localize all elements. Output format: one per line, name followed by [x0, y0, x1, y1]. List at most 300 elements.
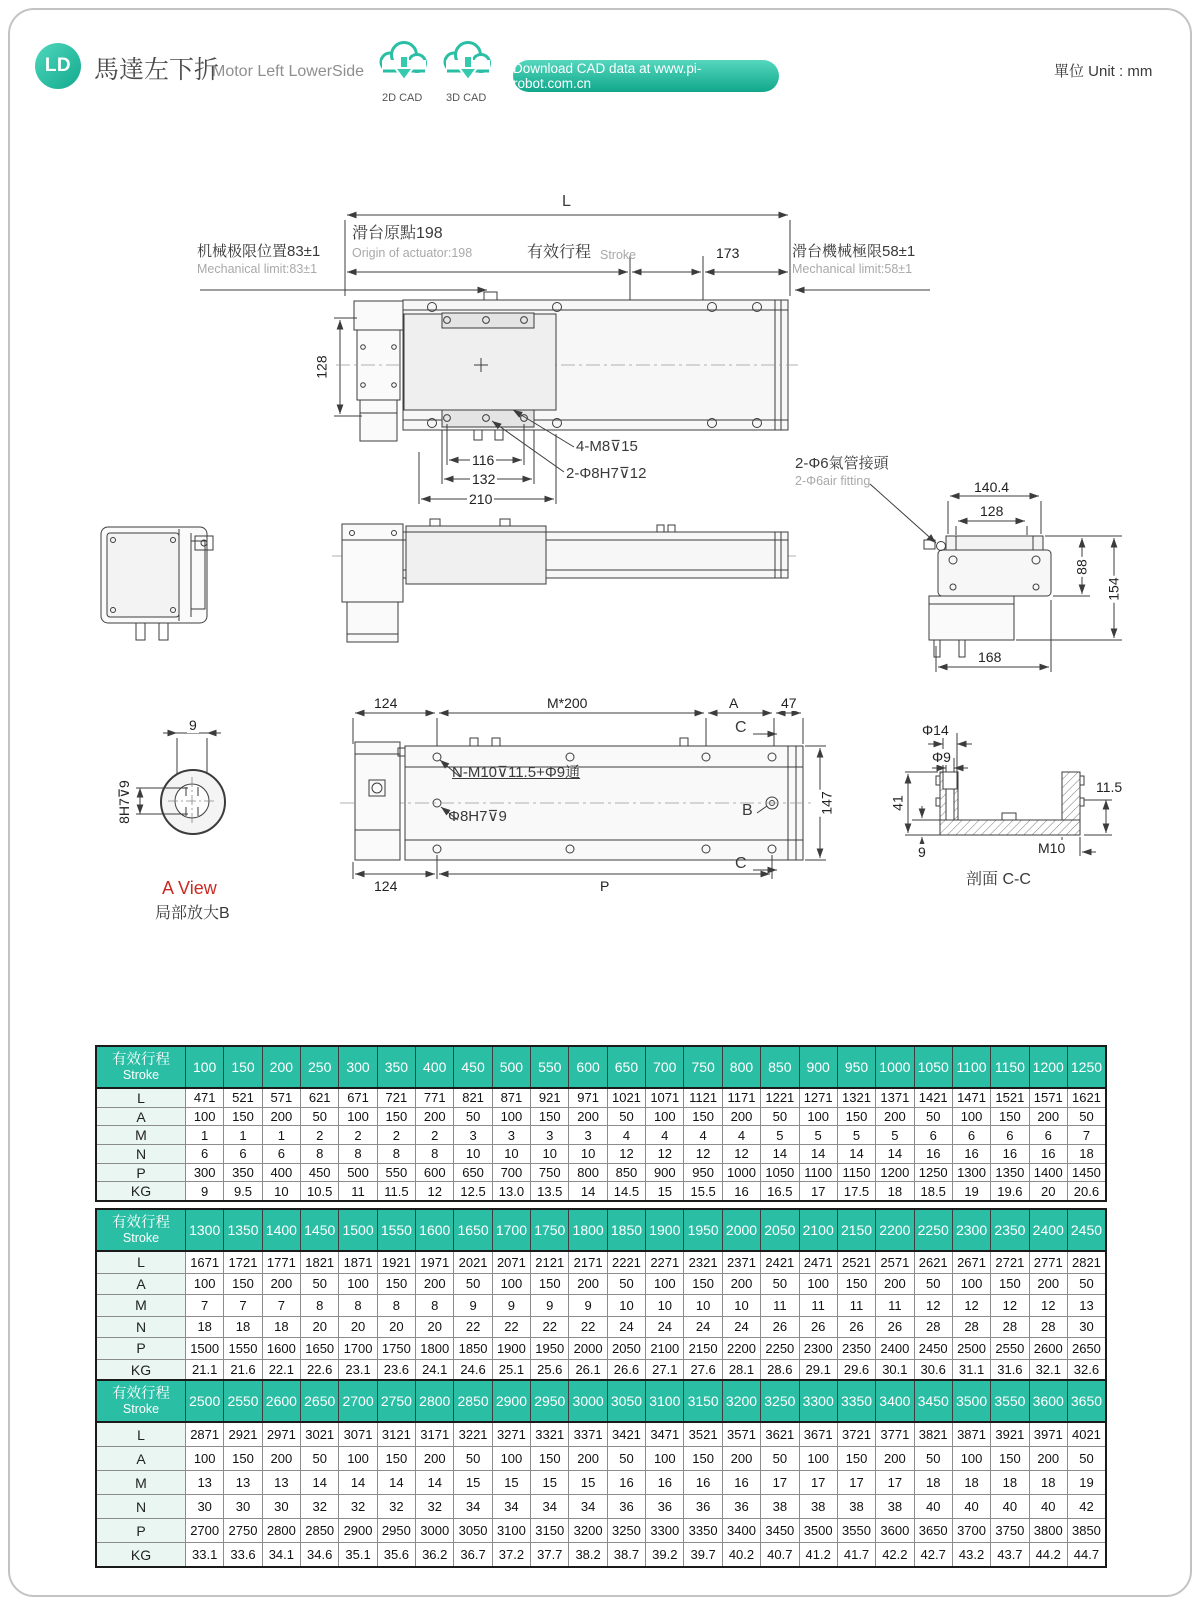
cell: 17 — [837, 1471, 875, 1495]
cell: 24.6 — [454, 1359, 492, 1381]
cell: 1221 — [761, 1088, 799, 1107]
cell: 3571 — [722, 1422, 760, 1447]
table-row — [96, 1471, 1106, 1495]
stroke-value: 500 — [492, 1046, 530, 1088]
cell: 17 — [761, 1471, 799, 1495]
cell: 8 — [416, 1145, 454, 1164]
cell: 1250 — [914, 1163, 952, 1182]
cell: 100 — [799, 1107, 837, 1126]
cell: 600 — [416, 1163, 454, 1182]
cell: 4 — [607, 1126, 645, 1145]
cell: 150 — [991, 1273, 1029, 1295]
cell: 1950 — [531, 1338, 569, 1360]
cell: 100 — [952, 1273, 990, 1295]
cell: 10 — [722, 1295, 760, 1317]
cell: 300 — [186, 1163, 224, 1182]
cell: 1700 — [339, 1338, 377, 1360]
cell: 3221 — [454, 1422, 492, 1447]
cell: 3371 — [569, 1422, 607, 1447]
cell: 39.7 — [684, 1543, 722, 1568]
cell: 3550 — [837, 1519, 875, 1543]
download-2d-cad-icon[interactable] — [374, 40, 432, 92]
cell: 22 — [454, 1316, 492, 1338]
cell: 2300 — [799, 1338, 837, 1360]
detail-b-title: 局部放大B — [155, 905, 230, 922]
cell: 14 — [301, 1471, 339, 1495]
stroke-value: 1750 — [531, 1209, 569, 1251]
cell: 1071 — [646, 1088, 684, 1107]
stroke-value: 1450 — [301, 1209, 339, 1251]
download-cad-button[interactable]: Download CAD data at www.pi-robot.com.cn — [513, 60, 779, 92]
mech-limit-right-en: Mechanical limit:58±1 — [792, 262, 913, 276]
cell: 28.1 — [722, 1359, 760, 1381]
cell: 1971 — [416, 1251, 454, 1273]
cell: 2000 — [569, 1338, 607, 1360]
cell: 25.1 — [492, 1359, 530, 1381]
cell: 50 — [914, 1107, 952, 1126]
cell: 11 — [761, 1295, 799, 1317]
stroke-value: 750 — [684, 1046, 722, 1088]
cell: 500 — [339, 1163, 377, 1182]
cell: 721 — [377, 1088, 415, 1107]
cell: 16 — [607, 1471, 645, 1495]
cell: 1671 — [186, 1251, 224, 1273]
cell: 12 — [416, 1182, 454, 1201]
stroke-value: 700 — [646, 1046, 684, 1088]
cell: 14 — [761, 1145, 799, 1164]
cell: 8 — [301, 1145, 339, 1164]
cell: 36 — [646, 1495, 684, 1519]
cell: 13 — [186, 1471, 224, 1495]
stroke-value: 100 — [186, 1046, 224, 1088]
row-label: A — [96, 1447, 186, 1471]
cell: 18 — [186, 1316, 224, 1338]
cell: 22 — [531, 1316, 569, 1338]
stroke-value: 450 — [454, 1046, 492, 1088]
cell: 50 — [454, 1273, 492, 1295]
cell: 971 — [569, 1088, 607, 1107]
cell: 35.1 — [339, 1543, 377, 1568]
cell: 100 — [646, 1447, 684, 1471]
cell: 28.6 — [761, 1359, 799, 1381]
cell: 8 — [377, 1145, 415, 1164]
cell: 18 — [876, 1182, 914, 1201]
cell: 2471 — [799, 1251, 837, 1273]
cell: 12 — [991, 1295, 1029, 1317]
cell: 150 — [684, 1107, 722, 1126]
cell: 16.5 — [761, 1182, 799, 1201]
cell: 26 — [799, 1316, 837, 1338]
dim-154: 154 — [1105, 577, 1122, 601]
cell: 900 — [646, 1163, 684, 1182]
stroke-value: 3450 — [914, 1380, 952, 1422]
cell: 3471 — [646, 1422, 684, 1447]
cell: 50 — [914, 1447, 952, 1471]
dim-168: 168 — [978, 649, 1002, 665]
row-label: P — [96, 1163, 186, 1182]
cell: 2171 — [569, 1251, 607, 1273]
cell: 3171 — [416, 1422, 454, 1447]
cell: 3321 — [531, 1422, 569, 1447]
dim-11-5: 11.5 — [1096, 779, 1123, 795]
cell: 14 — [416, 1471, 454, 1495]
stroke-value: 3200 — [722, 1380, 760, 1422]
cell: 2571 — [876, 1251, 914, 1273]
cell: 30.6 — [914, 1359, 952, 1381]
cell: 921 — [531, 1088, 569, 1107]
stroke-value: 3050 — [607, 1380, 645, 1422]
cell: 44.2 — [1029, 1543, 1067, 1568]
cell: 40.7 — [761, 1543, 799, 1568]
section-c-label-bottom: C — [735, 855, 747, 872]
cell: 1550 — [224, 1338, 262, 1360]
dim-132: 132 — [472, 471, 496, 487]
cell: 36 — [722, 1495, 760, 1519]
cell: 38.2 — [569, 1543, 607, 1568]
stroke-value: 3350 — [837, 1380, 875, 1422]
cell: 28 — [952, 1316, 990, 1338]
cell: 200 — [416, 1273, 454, 1295]
row-label: M — [96, 1126, 186, 1145]
cell: 2871 — [186, 1422, 224, 1447]
cell: 200 — [262, 1447, 300, 1471]
cell: 40 — [991, 1495, 1029, 1519]
dim-A: A — [729, 695, 739, 711]
cell: 33.6 — [224, 1543, 262, 1568]
dim-9-section: 9 — [918, 844, 926, 860]
stroke-table-2 — [95, 1208, 1107, 1382]
section-c-label-top: C — [735, 719, 747, 736]
stroke-value: 2750 — [377, 1380, 415, 1422]
cell: 450 — [301, 1163, 339, 1182]
cell: 10.5 — [301, 1182, 339, 1201]
cell: 22 — [569, 1316, 607, 1338]
stroke-value: 2050 — [761, 1209, 799, 1251]
cell: 2521 — [837, 1251, 875, 1273]
label-4-m8-tap: 4-M8⊽15 — [576, 438, 638, 455]
stroke-value: 2400 — [1029, 1209, 1067, 1251]
cell: 3721 — [837, 1422, 875, 1447]
cell: 750 — [531, 1163, 569, 1182]
cell: 50 — [761, 1273, 799, 1295]
cell: 200 — [416, 1447, 454, 1471]
cell: 20 — [1029, 1182, 1067, 1201]
cell: 16 — [722, 1182, 760, 1201]
cell: 200 — [1029, 1107, 1067, 1126]
cell: 42 — [1067, 1495, 1106, 1519]
cell: 3850 — [1067, 1519, 1106, 1543]
cell: 6 — [991, 1126, 1029, 1145]
cell: 2121 — [531, 1251, 569, 1273]
cell: 11.5 — [377, 1182, 415, 1201]
cell: 2721 — [991, 1251, 1029, 1273]
cell: 2 — [301, 1126, 339, 1145]
cell: 5 — [876, 1126, 914, 1145]
stroke-value: 3500 — [952, 1380, 990, 1422]
cell: 9 — [531, 1295, 569, 1317]
cell: 50 — [607, 1107, 645, 1126]
unit-label: 單位 Unit : mm — [1054, 63, 1153, 80]
cell: 2821 — [1067, 1251, 1106, 1273]
cell: 1471 — [952, 1088, 990, 1107]
cell: 200 — [1029, 1273, 1067, 1295]
cell: 521 — [224, 1088, 262, 1107]
cell: 11 — [339, 1182, 377, 1201]
stroke-value: 600 — [569, 1046, 607, 1088]
cell: 16 — [684, 1471, 722, 1495]
cell: 34 — [492, 1495, 530, 1519]
cell: 3821 — [914, 1422, 952, 1447]
cell: 40.2 — [722, 1543, 760, 1568]
cell: 28 — [1029, 1316, 1067, 1338]
cad-3d-label: 3D CAD — [446, 92, 487, 104]
cell: 1421 — [914, 1088, 952, 1107]
cell: 41.2 — [799, 1543, 837, 1568]
cell: 3700 — [952, 1519, 990, 1543]
cell: 6 — [224, 1145, 262, 1164]
dim-124-top: 124 — [374, 695, 398, 711]
dim-P: P — [600, 878, 610, 894]
stroke-value: 2150 — [837, 1209, 875, 1251]
cell: 3000 — [416, 1519, 454, 1543]
cell: 2550 — [991, 1338, 1029, 1360]
cell: 32.1 — [1029, 1359, 1067, 1381]
cell: 1800 — [416, 1338, 454, 1360]
cell: 150 — [531, 1273, 569, 1295]
cell: 8 — [301, 1295, 339, 1317]
cell: 22.1 — [262, 1359, 300, 1381]
cell: 1750 — [377, 1338, 415, 1360]
bottom-view-drawing — [340, 713, 826, 879]
cell: 12 — [607, 1145, 645, 1164]
cell: 14 — [876, 1145, 914, 1164]
cell: 13 — [224, 1471, 262, 1495]
air-fitting-label-en: 2-Φ6air fitting — [795, 474, 871, 488]
cell: 800 — [569, 1163, 607, 1182]
stroke-header-label: 有效行程 Stroke — [96, 1046, 186, 1088]
stroke-value: 3400 — [876, 1380, 914, 1422]
table-row — [96, 1251, 1106, 1273]
row-label: KG — [96, 1359, 186, 1381]
dim-173: 173 — [716, 245, 740, 261]
cell: 2 — [377, 1126, 415, 1145]
cell: 2371 — [722, 1251, 760, 1273]
cell: 200 — [569, 1447, 607, 1471]
cell: 350 — [224, 1163, 262, 1182]
cell: 2771 — [1029, 1251, 1067, 1273]
cell: 16 — [646, 1471, 684, 1495]
a-view-title: A View — [162, 878, 217, 898]
cell: 16 — [991, 1145, 1029, 1164]
cell: 1050 — [761, 1163, 799, 1182]
cell: 50 — [301, 1107, 339, 1126]
dim-116: 116 — [472, 452, 495, 468]
stroke-value: 1800 — [569, 1209, 607, 1251]
row-label: A — [96, 1273, 186, 1295]
cell: 871 — [492, 1088, 530, 1107]
row-label: A — [96, 1107, 186, 1126]
stroke-value: 1500 — [339, 1209, 377, 1251]
cell: 13.0 — [492, 1182, 530, 1201]
cell: 13 — [1067, 1295, 1106, 1317]
table-row — [96, 1088, 1106, 1107]
cell: 14 — [339, 1471, 377, 1495]
cell: 6 — [186, 1145, 224, 1164]
cell: 2850 — [301, 1519, 339, 1543]
stroke-value: 1200 — [1029, 1046, 1067, 1088]
stroke-value: 2800 — [416, 1380, 454, 1422]
cell: 20 — [416, 1316, 454, 1338]
cell: 3450 — [761, 1519, 799, 1543]
cell: 2750 — [224, 1519, 262, 1543]
cell: 2450 — [914, 1338, 952, 1360]
cell: 671 — [339, 1088, 377, 1107]
cell: 33.1 — [186, 1543, 224, 1568]
cell: 100 — [952, 1107, 990, 1126]
stroke-value: 150 — [224, 1046, 262, 1088]
cell: 2221 — [607, 1251, 645, 1273]
cell: 23.1 — [339, 1359, 377, 1381]
cell: 17 — [799, 1471, 837, 1495]
cell: 3271 — [492, 1422, 530, 1447]
cell: 18 — [1067, 1145, 1106, 1164]
cell: 43.2 — [952, 1543, 990, 1568]
cell: 3021 — [301, 1422, 339, 1447]
cell: 2321 — [684, 1251, 722, 1273]
cell: 9 — [569, 1295, 607, 1317]
download-3d-cad-icon[interactable] — [438, 40, 496, 92]
cell: 14 — [837, 1145, 875, 1164]
cell: 12 — [722, 1145, 760, 1164]
cell: 3500 — [799, 1519, 837, 1543]
cell: 19.6 — [991, 1182, 1029, 1201]
table-row — [96, 1338, 1106, 1360]
cell: 200 — [569, 1273, 607, 1295]
stroke-value: 2350 — [991, 1209, 1029, 1251]
stroke-value: 3150 — [684, 1380, 722, 1422]
cell: 100 — [799, 1273, 837, 1295]
cell: 3100 — [492, 1519, 530, 1543]
cell: 11 — [799, 1295, 837, 1317]
row-label: N — [96, 1145, 186, 1164]
cell: 35.6 — [377, 1543, 415, 1568]
cell: 2921 — [224, 1422, 262, 1447]
stroke-value: 3100 — [646, 1380, 684, 1422]
cell: 28 — [914, 1316, 952, 1338]
cell: 24 — [684, 1316, 722, 1338]
stroke-value: 2450 — [1067, 1209, 1106, 1251]
cell: 2600 — [1029, 1338, 1067, 1360]
cell: 50 — [454, 1107, 492, 1126]
cell: 41.7 — [837, 1543, 875, 1568]
cell: 24 — [722, 1316, 760, 1338]
cell: 3650 — [914, 1519, 952, 1543]
cell: 22.6 — [301, 1359, 339, 1381]
cell: 32 — [339, 1495, 377, 1519]
cell: 100 — [799, 1447, 837, 1471]
cell: 1450 — [1067, 1163, 1106, 1182]
cell: 1500 — [186, 1338, 224, 1360]
dim-m-200: M*200 — [547, 695, 588, 711]
stroke-header-row — [96, 1046, 1106, 1088]
mech-limit-right-zh: 滑台機械極限58±1 — [792, 243, 916, 260]
stroke-value: 950 — [837, 1046, 875, 1088]
stroke-value: 2650 — [301, 1380, 339, 1422]
stroke-value: 350 — [377, 1046, 415, 1088]
cell: 9 — [454, 1295, 492, 1317]
cell: 50 — [914, 1273, 952, 1295]
stroke-value: 400 — [416, 1046, 454, 1088]
stroke-value: 1550 — [377, 1209, 415, 1251]
cell: 16 — [1029, 1145, 1067, 1164]
stroke-value: 1850 — [607, 1209, 645, 1251]
cell: 26.1 — [569, 1359, 607, 1381]
cell: 2350 — [837, 1338, 875, 1360]
stroke-value: 2000 — [722, 1209, 760, 1251]
cell: 3150 — [531, 1519, 569, 1543]
cell: 2950 — [377, 1519, 415, 1543]
stroke-value: 900 — [799, 1046, 837, 1088]
cell: 1400 — [1029, 1163, 1067, 1182]
cell: 10 — [262, 1182, 300, 1201]
cell: 12 — [684, 1145, 722, 1164]
cell: 1850 — [454, 1338, 492, 1360]
cell: 1300 — [952, 1163, 990, 1182]
cell: 5 — [837, 1126, 875, 1145]
stroke-value: 2900 — [492, 1380, 530, 1422]
cell: 15 — [454, 1471, 492, 1495]
cell: 2 — [339, 1126, 377, 1145]
cell: 16 — [952, 1145, 990, 1164]
cell: 23.6 — [377, 1359, 415, 1381]
cell: 14 — [799, 1145, 837, 1164]
dim-210: 210 — [469, 491, 493, 507]
stroke-table-1 — [95, 1045, 1107, 1202]
cell: 30 — [1067, 1316, 1106, 1338]
stroke-value: 1050 — [914, 1046, 952, 1088]
cell: 31.6 — [991, 1359, 1029, 1381]
stroke-header-label: 有效行程 Stroke — [96, 1380, 186, 1422]
cell: 26 — [876, 1316, 914, 1338]
stroke-value: 1100 — [952, 1046, 990, 1088]
table-row — [96, 1316, 1106, 1338]
stroke-value: 2950 — [531, 1380, 569, 1422]
cell: 3771 — [876, 1422, 914, 1447]
row-label: P — [96, 1519, 186, 1543]
cell: 27.1 — [646, 1359, 684, 1381]
label-phi8h7-hole: Φ8H7⊽9 — [448, 808, 507, 825]
cell: 1021 — [607, 1088, 645, 1107]
table-row — [96, 1447, 1106, 1471]
cell: 17 — [799, 1182, 837, 1201]
cell: 43.7 — [991, 1543, 1029, 1568]
dim-phi9: Φ9 — [932, 749, 951, 765]
stroke-value: 3600 — [1029, 1380, 1067, 1422]
cell: 150 — [377, 1273, 415, 1295]
cell: 15 — [569, 1471, 607, 1495]
cell: 38 — [876, 1495, 914, 1519]
table-row — [96, 1163, 1106, 1182]
stroke-value: 300 — [339, 1046, 377, 1088]
cell: 1150 — [837, 1163, 875, 1182]
cell: 100 — [186, 1273, 224, 1295]
side-view-drawing — [332, 519, 800, 642]
cell: 1000 — [722, 1163, 760, 1182]
cell: 4021 — [1067, 1422, 1106, 1447]
cell: 200 — [569, 1107, 607, 1126]
cell: 19 — [952, 1182, 990, 1201]
cell: 200 — [416, 1107, 454, 1126]
